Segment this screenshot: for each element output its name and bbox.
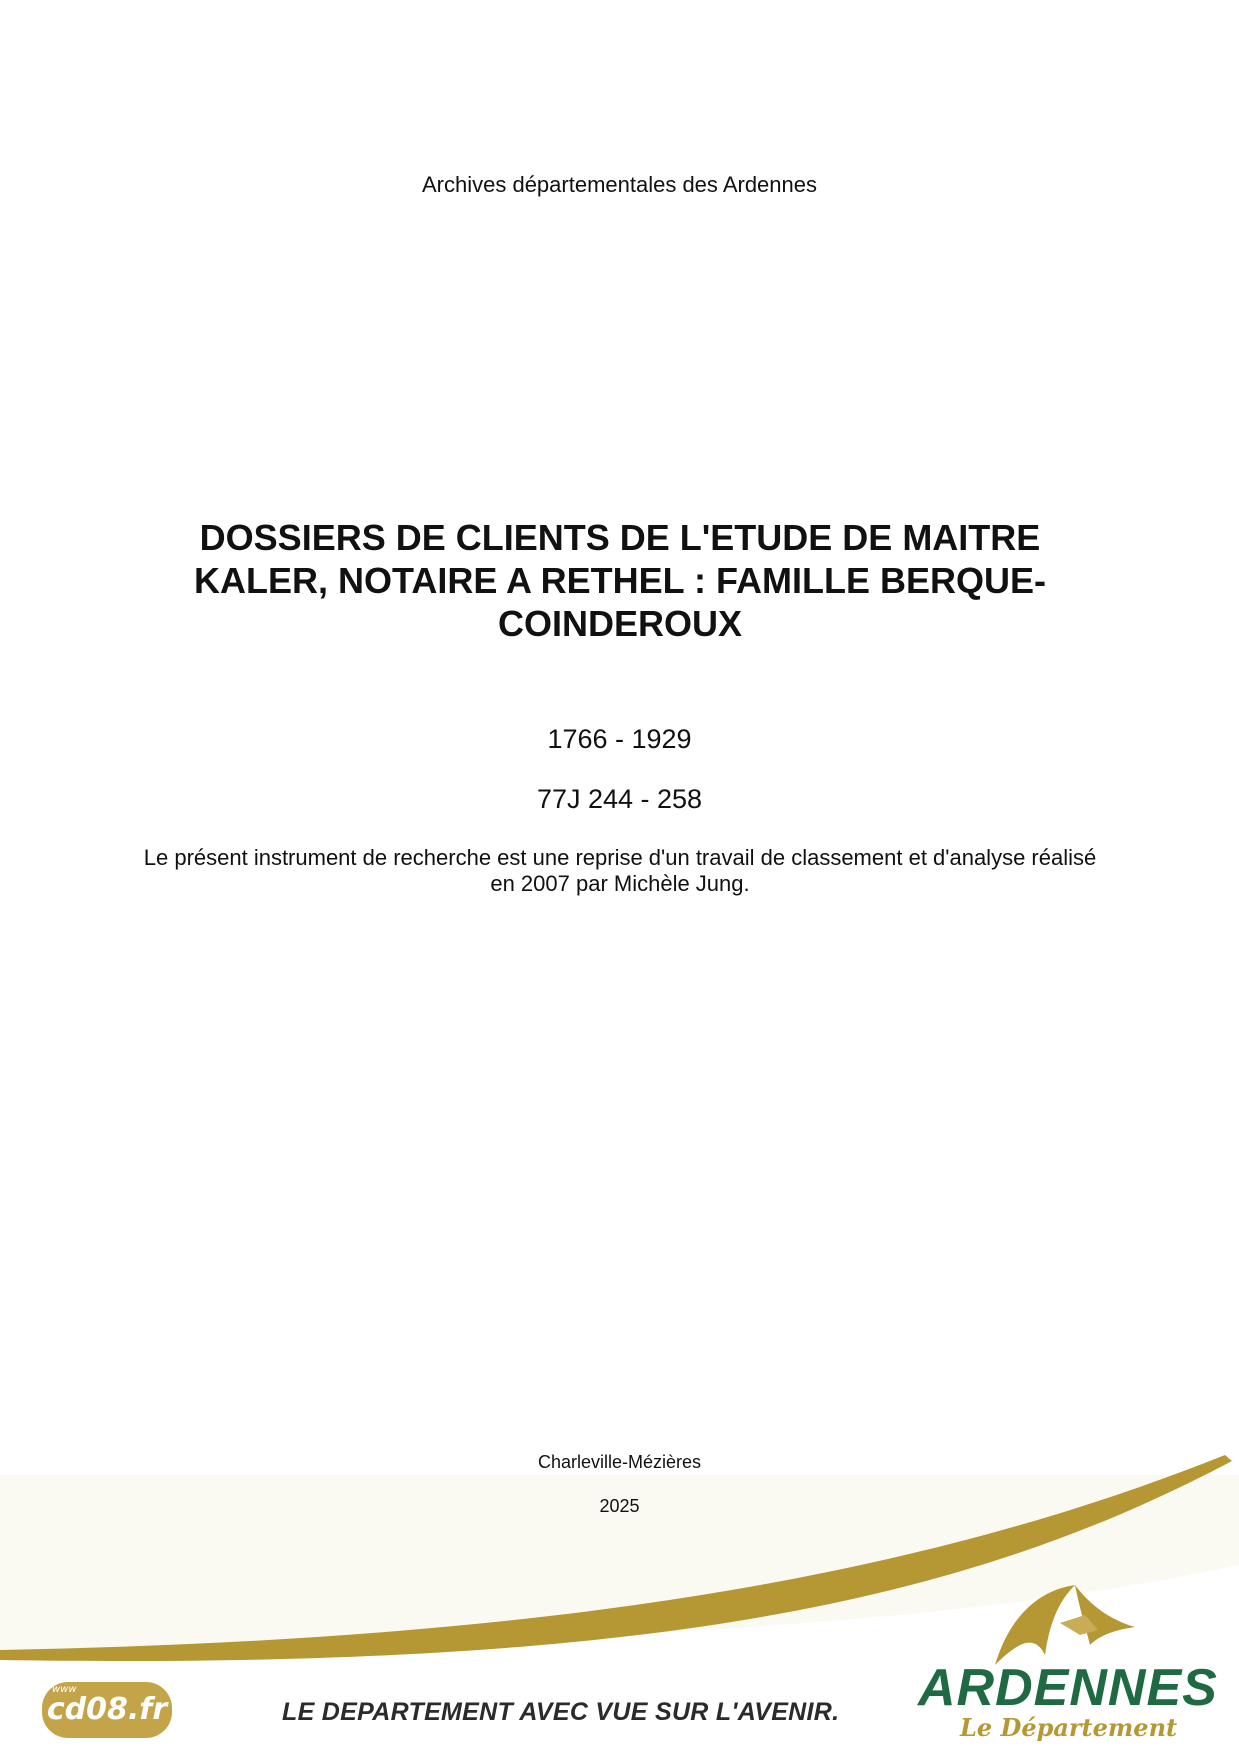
institution-name: Archives départementales des Ardennes: [421, 172, 817, 197]
department-slogan: LE DEPARTEMENT AVEC VUE SUR L'AVENIR.: [282, 1698, 840, 1726]
publication-year: 2025: [599, 1496, 640, 1516]
document-title: DOSSIERS DE CLIENTS DE L'ETUDE DE MAITRE KALER, NOTAIRE A RETHEL : FAMILLE BERQUE-COINDEROUX: [194, 517, 1046, 644]
cd08-www-prefix: www: [52, 1684, 77, 1695]
ardennes-brand-name: ARDENNES: [918, 1659, 1218, 1717]
archive-reference: 77J 244 - 258: [536, 784, 703, 814]
authorship-note: Le présent instrument de recherche est une reprise d'un travail de classement et d'analyse réalisé en 2007 par Michèle Jung.: [143, 845, 1097, 896]
cd08-logo: cd08.fr: [42, 1682, 172, 1738]
place-of-publication: Charleville-Mézières: [537, 1452, 702, 1472]
date-range: 1766 - 1929: [547, 724, 692, 754]
ardennes-brand-subtitle: Le Département: [960, 1713, 1178, 1742]
ardennes-logo-mark-icon: [990, 1575, 1140, 1670]
